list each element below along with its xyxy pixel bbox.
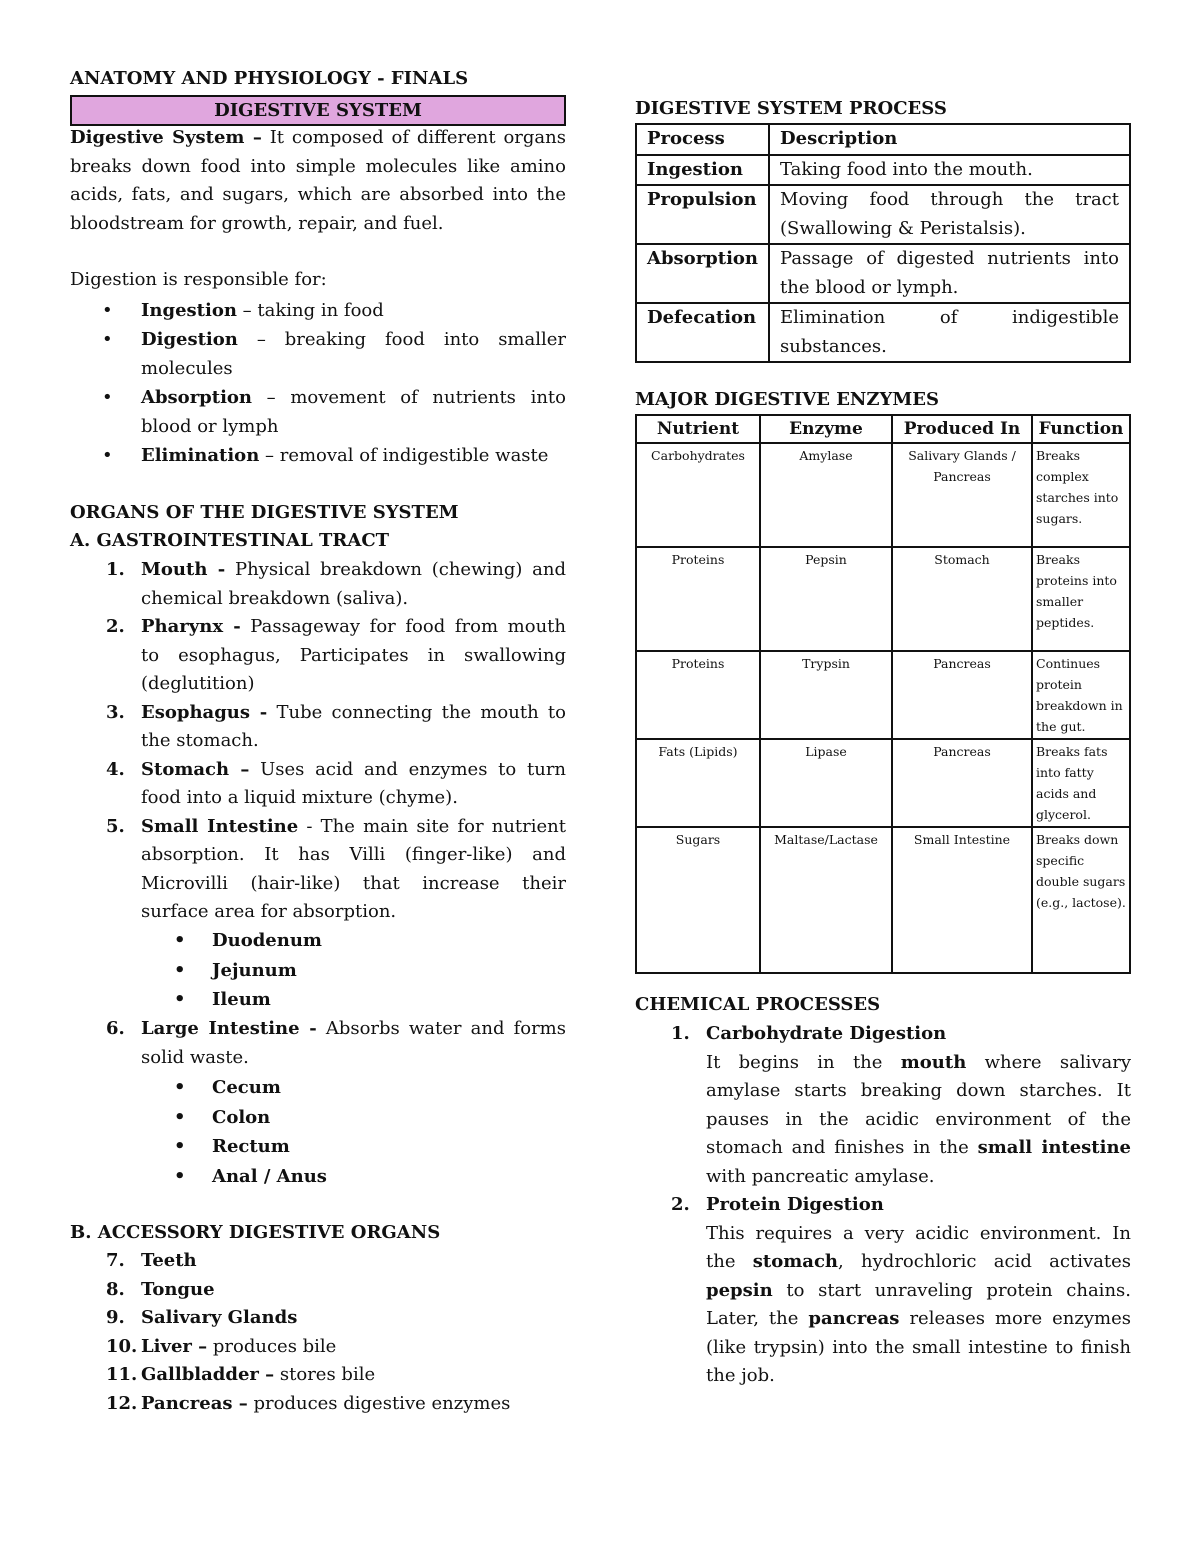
table-cell: Continues protein breakdown in the gut.: [1032, 651, 1130, 739]
list-item: 3. Esophagus - Tube connecting the mouth to the stomach.: [106, 701, 566, 751]
large-intestine-parts: [0, 1073, 566, 1191]
table-cell: Sugars: [636, 827, 760, 973]
table-cell: Breaks complex starches into sugars.: [1032, 443, 1130, 547]
list-item: 6. Large Intestine - Absorbs water and forms solid waste.: [106, 1018, 566, 1068]
table-header-row: [636, 124, 1130, 155]
table-row: [636, 651, 1130, 739]
list-item: • Rectum: [70, 1132, 566, 1162]
table-header: Process: [636, 124, 769, 155]
table-header: Enzyme: [760, 415, 892, 443]
list-item: 1. Mouth - Physical breakdown (chewing) and chemical breakdown (saliva).: [106, 559, 566, 609]
table-header: Nutrient: [636, 415, 760, 443]
gi-list: [0, 556, 566, 927]
table-cell: Maltase/Lactase: [760, 827, 892, 973]
list-item: • Duodenum: [70, 926, 566, 956]
list-item: 12. Pancreas – produces digestive enzymes: [106, 1392, 511, 1414]
list-item: 9. Salivary Glands: [106, 1307, 298, 1328]
list-item: 7. Teeth: [106, 1250, 197, 1271]
table-cell: Trypsin: [760, 651, 892, 739]
list-item: • Ingestion – taking in food: [70, 296, 566, 325]
table-cell: Fats (Lipids): [636, 739, 760, 827]
table-cell: Passage of digested nutrients into the blood or lymph.: [769, 244, 1130, 303]
section-banner: DIGESTIVE SYSTEM: [70, 95, 566, 126]
table-row: [636, 155, 1130, 186]
chemical-list: [635, 1020, 1131, 1391]
list-item: • Cecum: [70, 1073, 566, 1103]
table-cell: Lipase: [760, 739, 892, 827]
process-heading: DIGESTIVE SYSTEM PROCESS: [635, 98, 947, 119]
list-item: 10. Liver – produces bile: [106, 1335, 337, 1357]
table-cell: Pancreas: [892, 651, 1032, 739]
table-cell: Small Intestine: [892, 827, 1032, 973]
list-item: • Anal / Anus: [70, 1162, 566, 1192]
table-row: [636, 739, 1130, 827]
table-cell: Moving food through the tract (Swallowing & Peristalsis).: [769, 185, 1130, 244]
table-cell: Amylase: [760, 443, 892, 547]
list-item: • Ileum: [70, 985, 566, 1015]
responsible-list: [0, 296, 566, 470]
gi-list-cont: [0, 1015, 566, 1072]
chemical-heading: CHEMICAL PROCESSES: [635, 994, 881, 1015]
list-item: 5. Small Intestine - The main site for nutrient absorption. It has Villi (finger-like) and Microvilli (hair-like) that increase their surface area for absorption.: [106, 815, 567, 922]
enzymes-table: [635, 414, 1131, 974]
table-cell: Pancreas: [892, 739, 1032, 827]
list-item: • Absorption – movement of nutrients into blood or lymph: [70, 383, 566, 441]
table-cell: Breaks down specific double sugars (e.g., lactose).: [1032, 827, 1130, 973]
list-item: • Colon: [70, 1103, 566, 1133]
table-header-row: [636, 415, 1130, 443]
intro-text: It composed of different organs breaks down food into simple molecules like amino acids, fats, and sugars, which are absorbed into the bloodstream for growth, repair, and fuel.: [70, 127, 566, 234]
small-intestine-parts: [0, 926, 566, 1015]
table-row: [636, 244, 1130, 303]
list-item: 11. Gallbladder – stores bile: [106, 1364, 376, 1385]
table-cell: Breaks proteins into smaller peptides.: [1032, 547, 1130, 651]
accessory-heading: B. ACCESSORY DIGESTIVE ORGANS: [70, 1222, 441, 1243]
list-item: • Elimination – removal of indigestible waste: [70, 441, 566, 470]
enzymes-heading: MAJOR DIGESTIVE ENZYMES: [635, 389, 940, 410]
table-row: [636, 547, 1130, 651]
list-item: 8. Tongue: [106, 1278, 215, 1300]
table-cell: Proteins: [636, 547, 760, 651]
table-cell: Taking food into the mouth.: [769, 155, 1130, 186]
table-cell: Propulsion: [636, 185, 769, 244]
table-row: [636, 303, 1130, 362]
intro-term: Digestive System –: [70, 127, 262, 148]
table-cell: Stomach: [892, 547, 1032, 651]
table-header: Function: [1032, 415, 1130, 443]
list-item: 1. Carbohydrate Digestion It begins in the mouth where salivary amylase starts breaking down starches. It pauses in the acidic environment of the stomach and finishes in the small intestine with pancreatic amylase.: [671, 1023, 1132, 1187]
table-header: Description: [769, 124, 1130, 155]
table-cell: Elimination of indigestible substances.: [769, 303, 1130, 362]
document-title: ANATOMY AND PHYSIOLOGY - FINALS: [70, 68, 469, 89]
table-cell: Proteins: [636, 651, 760, 739]
organs-heading: ORGANS OF THE DIGESTIVE SYSTEM: [70, 502, 459, 523]
table-row: [636, 185, 1130, 244]
list-item: 2. Pharynx - Passageway for food from mouth to esophagus, Participates in swallowing (deglutition): [106, 616, 566, 694]
list-item: 4. Stomach – Uses acid and enzymes to turn food into a liquid mixture (chyme).: [106, 758, 567, 808]
responsible-lead: Digestion is responsible for:: [70, 269, 327, 290]
table-cell: Pepsin: [760, 547, 892, 651]
table-cell: Absorption: [636, 244, 769, 303]
list-item: 2. Protein Digestion This requires a very acidic environment. In the stomach, hydrochloric acid activates pepsin to start unraveling protein chains. Later, the pancreas releases more enzymes (like trypsin) into the small intestine to finish the job.: [671, 1194, 1132, 1386]
gi-heading: A. GASTROINTESTINAL TRACT: [70, 530, 390, 551]
list-item: • Digestion – breaking food into smaller molecules: [70, 325, 566, 383]
table-row: [636, 443, 1130, 547]
table-cell: Breaks fats into fatty acids and glycerol.: [1032, 739, 1130, 827]
chemical-item-title: Protein Digestion: [706, 1194, 884, 1215]
table-row: [636, 827, 1130, 973]
table-header: Produced In: [892, 415, 1032, 443]
table-cell: Defecation: [636, 303, 769, 362]
accessory-list: [0, 1247, 566, 1418]
list-item: • Jejunum: [70, 956, 566, 986]
table-cell: Carbohydrates: [636, 443, 760, 547]
chemical-item-title: Carbohydrate Digestion: [706, 1023, 947, 1044]
process-table: [635, 123, 1131, 363]
table-cell: Salivary Glands / Pancreas: [892, 443, 1032, 547]
table-cell: Ingestion: [636, 155, 769, 186]
intro-paragraph: [70, 124, 566, 238]
